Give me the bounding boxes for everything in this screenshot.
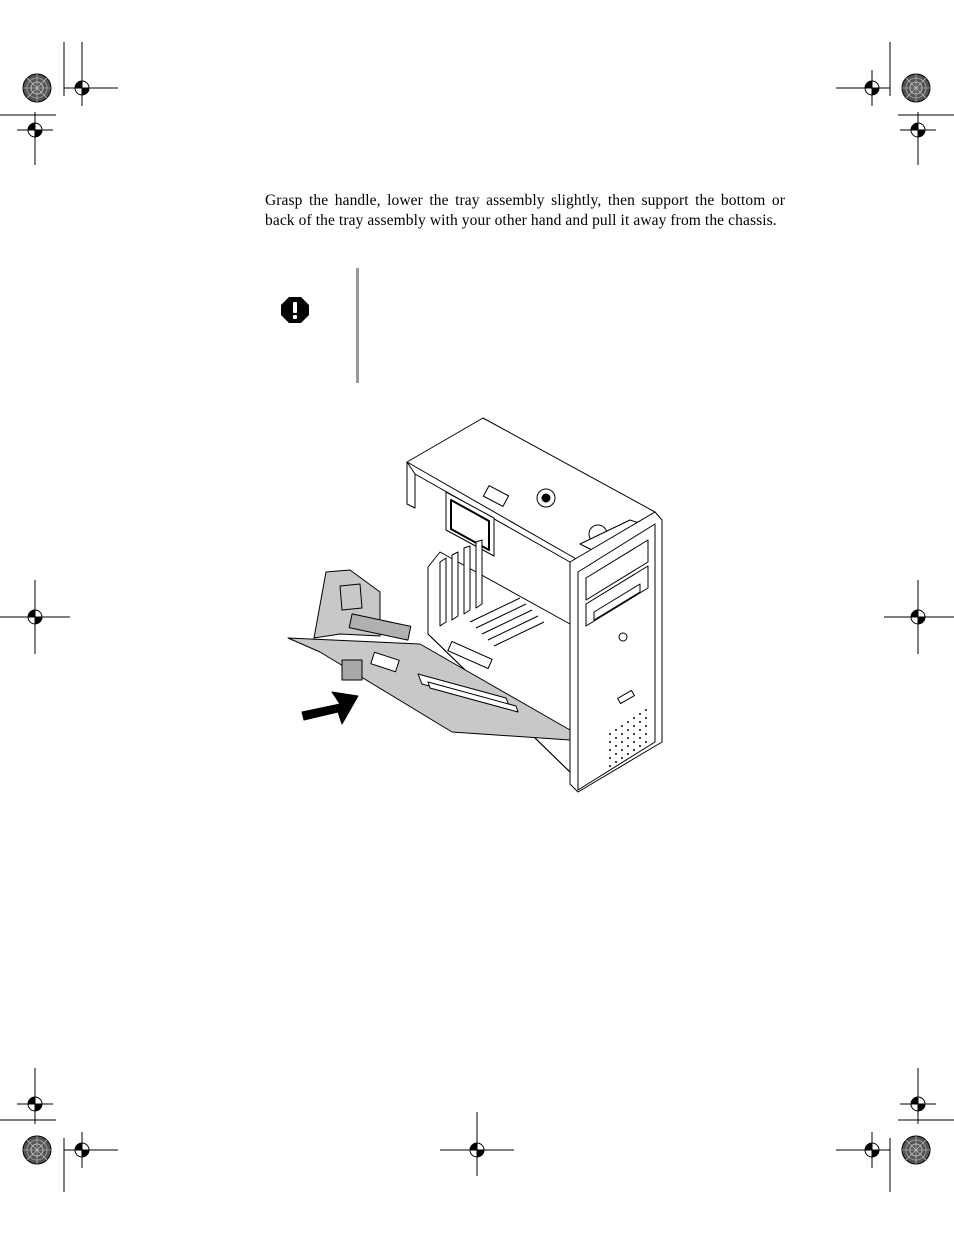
rosette-mark [23,74,51,102]
tray-removal-illustration [280,412,670,797]
rosette-mark [902,1136,930,1164]
warning-divider-bar [356,268,359,383]
pull-arrow-icon [302,692,358,724]
instruction-paragraph: Grasp the handle, lower the tray assembly slightly, then support the bottom or back of the tray assembly with your other hand and pull it away from the chassis. [265,192,785,229]
warning-icon [280,296,310,324]
rosette-mark [902,74,930,102]
rosette-mark [23,1136,51,1164]
